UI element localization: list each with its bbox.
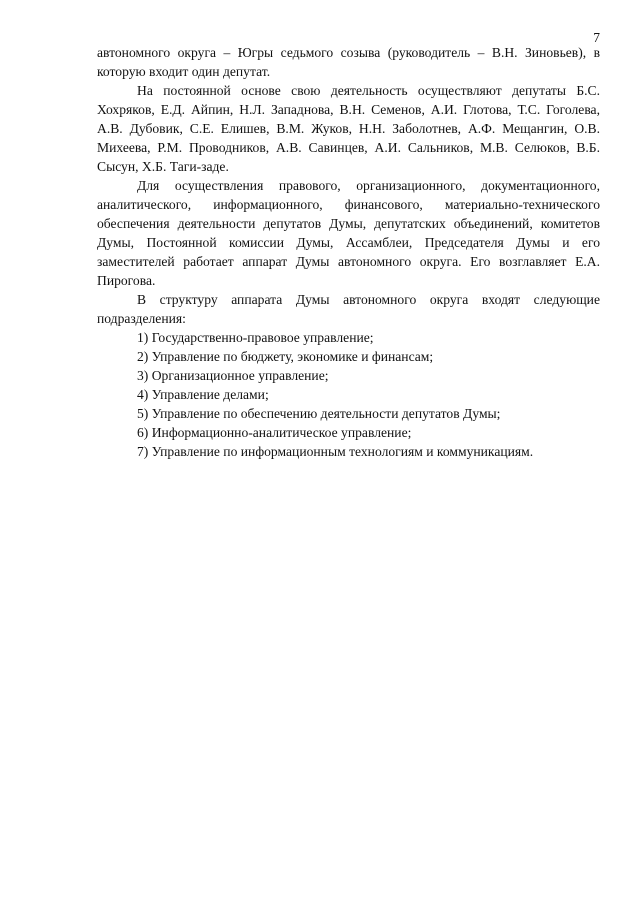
list-item: 1) Государственно-правовое управление; <box>137 330 374 345</box>
document-body <box>97 43 600 461</box>
list-item: 4) Управление делами; <box>137 387 269 402</box>
paragraph-permanent-deputies: На постоянной основе свою деятельность осуществляют депутаты Б.С. Хохряков, Е.Д. Айпин, Н.Л. Западнова, В.Н. Семенов, А.И. Глотова, Т.С. Гоголева, А.В. Дубовик, С.Е. Елишев, В.М. Жуков, Н.Н. Заболотнев, А.Ф. Мещангин, О.В. Михеева, Р.М. Проводников, А.В. Савинцев, А.И. Сальников, М.В. Селюков, В.Б. Сысун, Х.Б. Таги-заде. <box>97 83 600 174</box>
list-item: 2) Управление по бюджету, экономике и финансам; <box>137 349 434 364</box>
list-item: 6) Информационно-аналитическое управление; <box>137 425 412 440</box>
paragraph-apparatus: Для осуществления правового, организационного, документационного, аналитического, информационного, финансового, материально-технического обеспечения деятельности депутатов Думы, депутатских объединений, комитетов Думы, Постоянной комиссии Думы, Ассамблеи, Председателя Думы и его заместителей работает аппарат Думы автономного округа. Его возглавляет Е.А. Пирогова. <box>97 178 600 288</box>
paragraph-structure-intro: В структуру аппарата Думы автономного округа входят следующие подразделения: <box>97 292 600 326</box>
paragraph-commission-continuation: автономного округа – Югры седьмого созыва (руководитель – В.Н. Зиновьев), в которую входит один депутат. <box>97 45 600 79</box>
list-item: 5) Управление по обеспечению деятельности депутатов Думы; <box>137 406 501 421</box>
list-item: 3) Организационное управление; <box>137 368 329 383</box>
page-number: 7 <box>593 30 600 45</box>
subdivisions-list <box>97 328 600 461</box>
list-item: 7) Управление по информационным технологиям и коммуникациям. <box>137 444 534 459</box>
